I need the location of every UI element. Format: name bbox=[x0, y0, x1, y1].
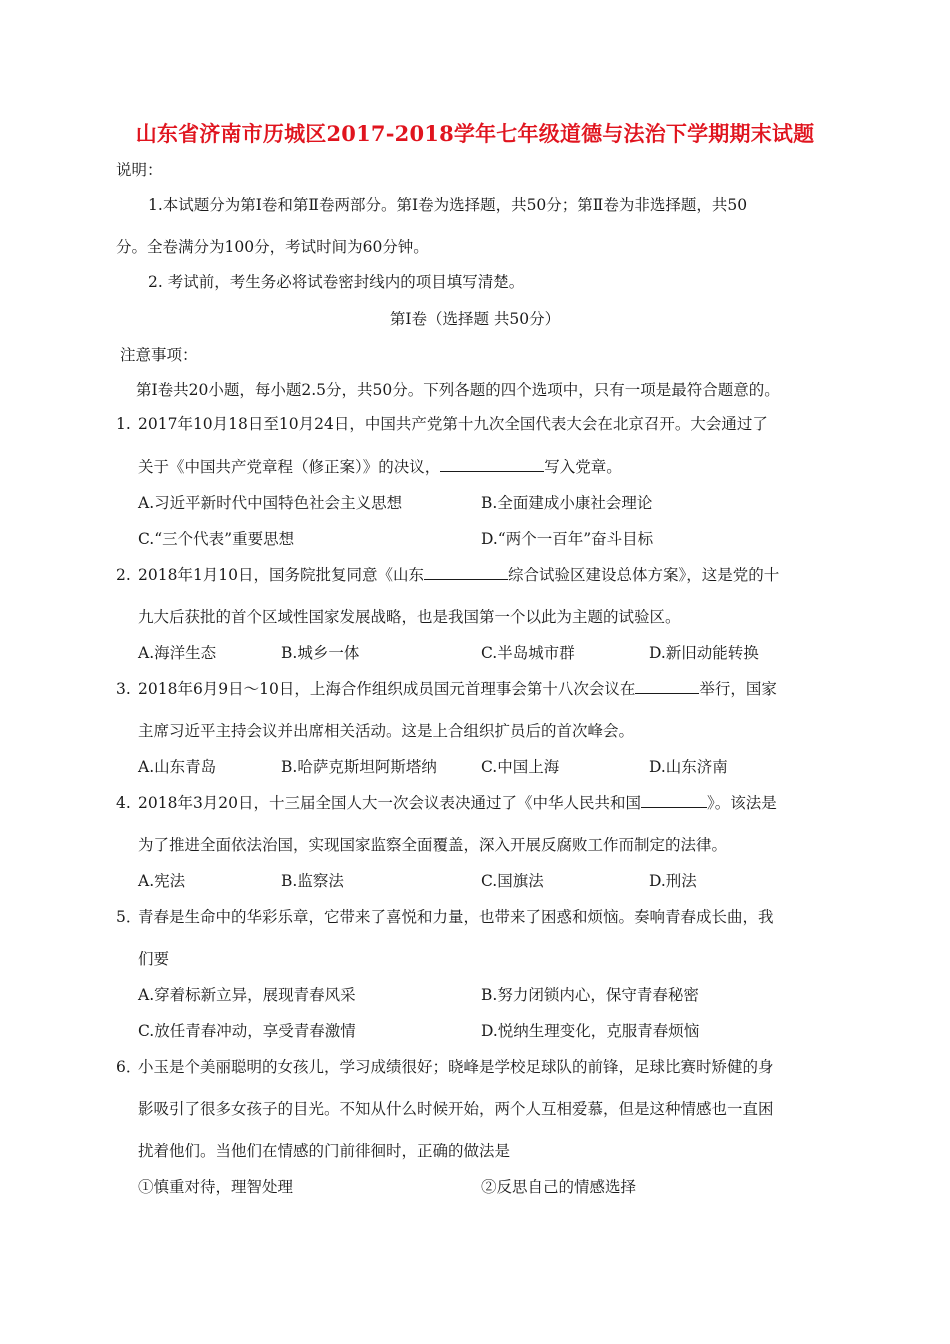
question-text: 写入党章。 bbox=[544, 458, 622, 476]
question-text: 关于《中国共产党章程（修正案）》的决议， bbox=[138, 458, 441, 476]
question-3-line-2: 主席习近平主持会议并出席相关活动。这是上合组织扩员后的首次峰会。 bbox=[138, 722, 635, 740]
answer-blank bbox=[641, 793, 707, 808]
answer-blank bbox=[424, 565, 508, 580]
intro-point-1-line-1: 1.本试题分为第Ⅰ卷和第Ⅱ卷两部分。第Ⅰ卷为选择题，共50分；第Ⅱ卷为非选择题，共50 bbox=[148, 196, 748, 214]
notes-label: 注意事项： bbox=[120, 346, 198, 364]
question-text: 2018年3月20日，十三届全国人大一次会议表决通过了《中华人民共和国 bbox=[138, 794, 642, 812]
question-text: 举行，国家 bbox=[699, 680, 777, 698]
option-c: C.放任青春冲动，享受青春激情 bbox=[138, 1022, 356, 1040]
question-number: 6． bbox=[116, 1058, 142, 1076]
question-number: 1. bbox=[116, 415, 131, 433]
answer-blank bbox=[635, 679, 699, 694]
option-c: C.半岛城市群 bbox=[481, 644, 575, 662]
question-6-line-2: 影吸引了很多女孩子的目光。不知从什么时候开始，两个人互相爱慕，但是这种情感也一直困 bbox=[138, 1100, 774, 1118]
option-a: A.习近平新时代中国特色社会主义思想 bbox=[138, 494, 403, 512]
option-b: B.监察法 bbox=[281, 872, 344, 890]
option-d: D.刑法 bbox=[649, 872, 697, 890]
option-b: B.全面建成小康社会理论 bbox=[481, 494, 653, 512]
section-heading: 第Ⅰ卷（选择题 共50分） bbox=[389, 310, 561, 328]
question-number: 3. bbox=[116, 680, 131, 698]
question-5-line-2: 们要 bbox=[138, 950, 170, 968]
option-1: ①慎重对待，理智处理 bbox=[138, 1178, 294, 1196]
question-number: 4. bbox=[116, 794, 131, 812]
question-4-line-2: 为了推进全面依法治国，实现国家监察全面覆盖，深入开展反腐败工作而制定的法律。 bbox=[138, 836, 728, 854]
option-b: B.努力闭锁内心，保守青春秘密 bbox=[481, 986, 699, 1004]
option-d: D.山东济南 bbox=[649, 758, 728, 776]
question-6-line-1: 小玉是个美丽聪明的女孩儿，学习成绩很好；晓峰是学校足球队的前锋，足球比赛时矫健的身 bbox=[138, 1058, 774, 1076]
question-text: 》。该法是 bbox=[707, 794, 777, 812]
option-a: A.海洋生态 bbox=[138, 644, 217, 662]
option-d: D.“两个一百年”奋斗目标 bbox=[481, 530, 654, 548]
question-4-line-1 bbox=[138, 793, 777, 813]
question-text: 综合试验区建设总体方案》，这是党的十 bbox=[508, 566, 780, 584]
question-2-line-1 bbox=[138, 565, 779, 585]
question-1-line-2 bbox=[138, 457, 622, 477]
option-2: ②反思自己的情感选择 bbox=[481, 1178, 637, 1196]
intro-point-2: 2. 考试前，考生务必将试卷密封线内的项目填写清楚。 bbox=[148, 273, 525, 291]
question-text: 2018年6月9日～10日，上海合作组织成员国元首理事会第十八次会议在 bbox=[138, 680, 636, 698]
option-d: D.悦纳生理变化，克服青春烦恼 bbox=[481, 1022, 700, 1040]
option-a: A.宪法 bbox=[138, 872, 186, 890]
option-a: A.穿着标新立异，展现青春风采 bbox=[138, 986, 356, 1004]
notes-text: 第Ⅰ卷共20小题，每小题2.5分，共50分。下列各题的四个选项中，只有一项是最符合题意的。 bbox=[136, 381, 780, 399]
option-d: D.新旧动能转换 bbox=[649, 644, 759, 662]
answer-blank bbox=[440, 457, 544, 472]
question-3-line-1 bbox=[138, 679, 777, 699]
option-b: B.哈萨克斯坦阿斯塔纳 bbox=[281, 758, 437, 776]
option-c: C.中国上海 bbox=[481, 758, 560, 776]
question-1-line-1: 2017年10月18日至10月24日，中国共产党第十九次全国代表大会在北京召开。大会通过了 bbox=[138, 415, 768, 433]
page-title: 山东省济南市历城区2017-2018学年七年级道德与法治下学期期末试题 bbox=[135, 121, 815, 146]
question-5-line-1: 青春是生命中的华彩乐章，它带来了喜悦和力量，也带来了困惑和烦恼。奏响青春成长曲，我 bbox=[138, 908, 774, 926]
question-number: 5． bbox=[116, 908, 142, 926]
option-b: B.城乡一体 bbox=[281, 644, 360, 662]
question-6-line-3: 扰着他们。当他们在情感的门前徘徊时，正确的做法是 bbox=[138, 1142, 511, 1160]
question-text: 2018年1月10日，国务院批复同意《山东 bbox=[138, 566, 425, 584]
question-number: 2. bbox=[116, 566, 131, 584]
intro-point-1-line-2: 分。全卷满分为100分，考试时间为60分钟。 bbox=[116, 238, 429, 256]
option-c: C.“三个代表”重要思想 bbox=[138, 530, 295, 548]
question-2-line-2: 九大后获批的首个区域性国家发展战略，也是我国第一个以此为主题的试验区。 bbox=[138, 608, 681, 626]
option-c: C.国旗法 bbox=[481, 872, 544, 890]
intro-label: 说明： bbox=[116, 161, 163, 179]
option-a: A.山东青岛 bbox=[138, 758, 217, 776]
